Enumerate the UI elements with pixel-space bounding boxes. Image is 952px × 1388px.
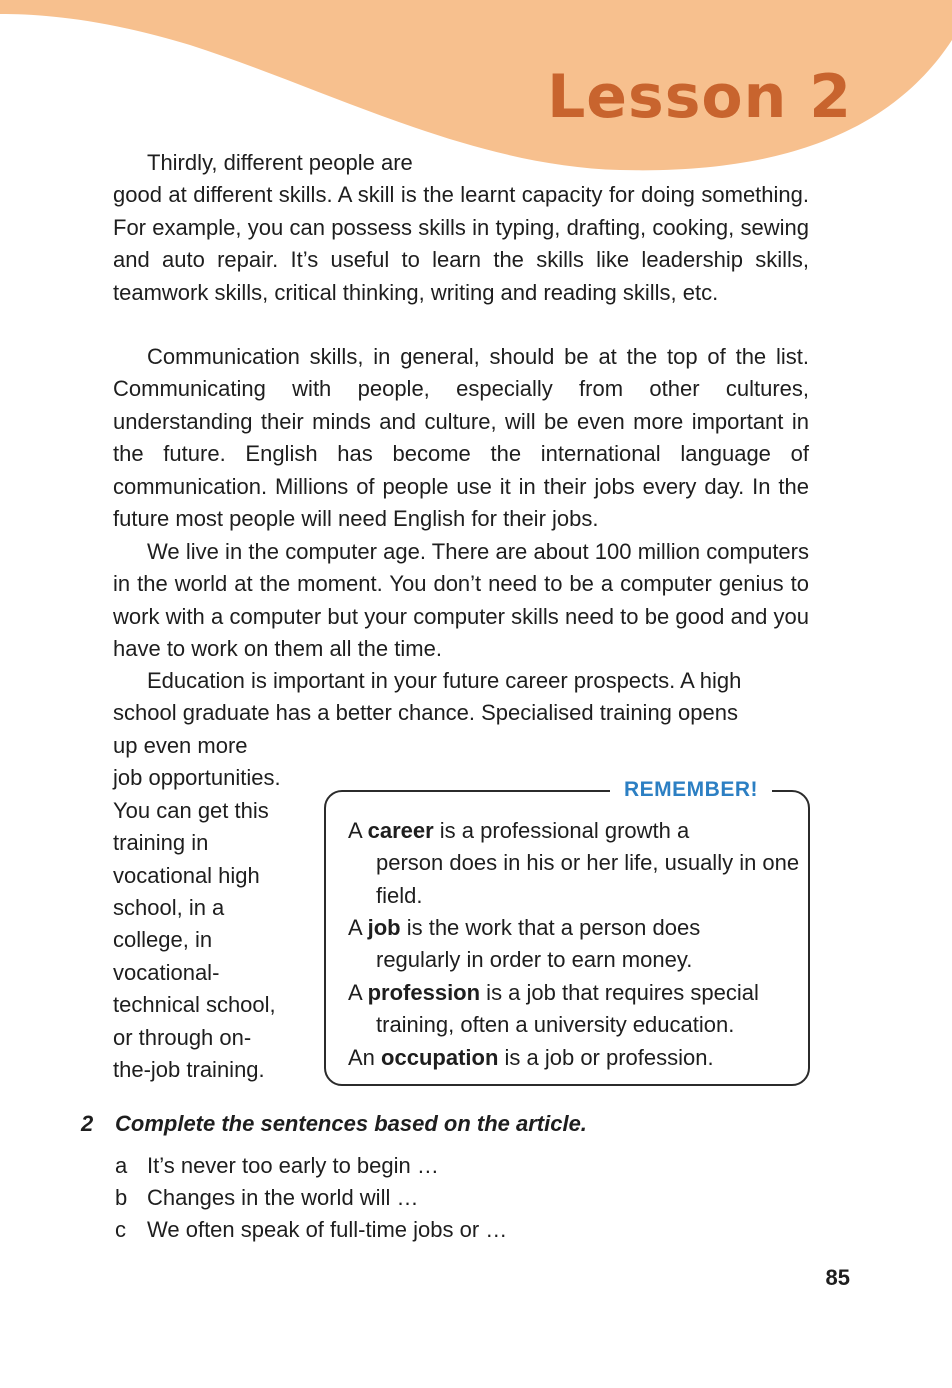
task-number: 2	[81, 1111, 94, 1136]
task-instruction: Complete the sentences based on the article.	[115, 1111, 587, 1136]
education-line: technical school,	[113, 992, 276, 1018]
definition-article: A	[348, 980, 362, 1005]
task-item-text: It’s never too early to begin …	[147, 1153, 439, 1178]
definition-term: job	[367, 915, 401, 940]
task-item-letter: c	[115, 1217, 126, 1242]
education-line: or through on-	[113, 1024, 252, 1050]
task-item	[115, 1185, 418, 1211]
paragraph-computer-text: We live in the computer age. There are about 100 million computers in the world at the moment. You don’t need to be a computer genius to work with a computer but your computer skills need to be good and you have to work on them all the time.	[113, 539, 809, 662]
definition-term: occupation	[381, 1045, 499, 1070]
definition-line: is a job that requires special	[480, 980, 759, 1005]
education-line: college, in	[113, 927, 213, 953]
education-line: vocational high	[113, 862, 260, 888]
definition-term: career	[367, 818, 434, 843]
definition-line: is a job or profession.	[498, 1045, 714, 1070]
education-line: school, in a	[113, 895, 225, 921]
definition-term: profession	[367, 980, 481, 1005]
task-item	[115, 1217, 507, 1243]
definition-career	[348, 815, 800, 912]
definition-line: is the work that a person does	[400, 915, 701, 940]
paragraph-computer	[113, 536, 809, 666]
paragraph-skills	[113, 147, 809, 309]
definition-continuation: training, often a university education.	[376, 1012, 735, 1038]
task-item-letter: a	[115, 1153, 128, 1178]
task-item-text: Changes in the world will …	[147, 1185, 419, 1210]
definition-continuation: person does in his or her life, usually in one field.	[376, 850, 800, 908]
task-item	[115, 1153, 439, 1179]
task-item-text: We often speak of full-time jobs or …	[147, 1217, 508, 1242]
education-line: job opportunities.	[113, 765, 281, 791]
paragraph-skills-body: good at different skills. A skill is the learnt capacity for doing something. For example, you can possess skills in typing, drafting, cooking, sewing and auto repair. It’s useful to learn the skills like leadership skills, teamwork skills, critical thinking, writing and reading skills, etc.	[113, 182, 809, 305]
paragraph-education	[113, 665, 809, 730]
paragraph-education-text: Education is important in your future career prospects. A high school graduate has a better chance. Specialised training opens	[113, 668, 742, 726]
education-line: training in	[113, 830, 209, 856]
definition-article: A	[348, 818, 362, 843]
remember-label: REMEMBER!	[610, 778, 772, 802]
education-line: You can get this	[113, 797, 269, 823]
remember-box	[324, 778, 810, 1086]
definition-occupation	[348, 1042, 800, 1074]
definition-article: An	[348, 1045, 375, 1070]
paragraph-communication	[113, 341, 809, 535]
definition-continuation: regularly in order to earn money.	[376, 947, 693, 973]
definition-article: A	[348, 915, 362, 940]
paragraph-communication-text: Communication skills, in general, should be at the top of the list. Communicating with people, especially from other cultures, understanding their minds and culture, will be even more important in the future. English has become the international language of communication. Millions of people use it in their jobs every day. In the future most people will need English for their jobs.	[113, 344, 809, 532]
definition-job	[348, 912, 800, 977]
education-line: the-job training.	[113, 1057, 265, 1083]
paragraph-skills-first-line: Thirdly, different people are	[147, 150, 413, 175]
education-column	[113, 730, 313, 1086]
education-line: vocational-	[113, 959, 220, 985]
definition-profession	[348, 977, 800, 1042]
lesson-title: Lesson 2	[547, 62, 852, 132]
education-line: up even more	[113, 733, 248, 758]
definition-line: is a professional growth a	[433, 818, 690, 843]
task-item-letter: b	[115, 1185, 128, 1210]
page-number: 85	[825, 1265, 850, 1290]
